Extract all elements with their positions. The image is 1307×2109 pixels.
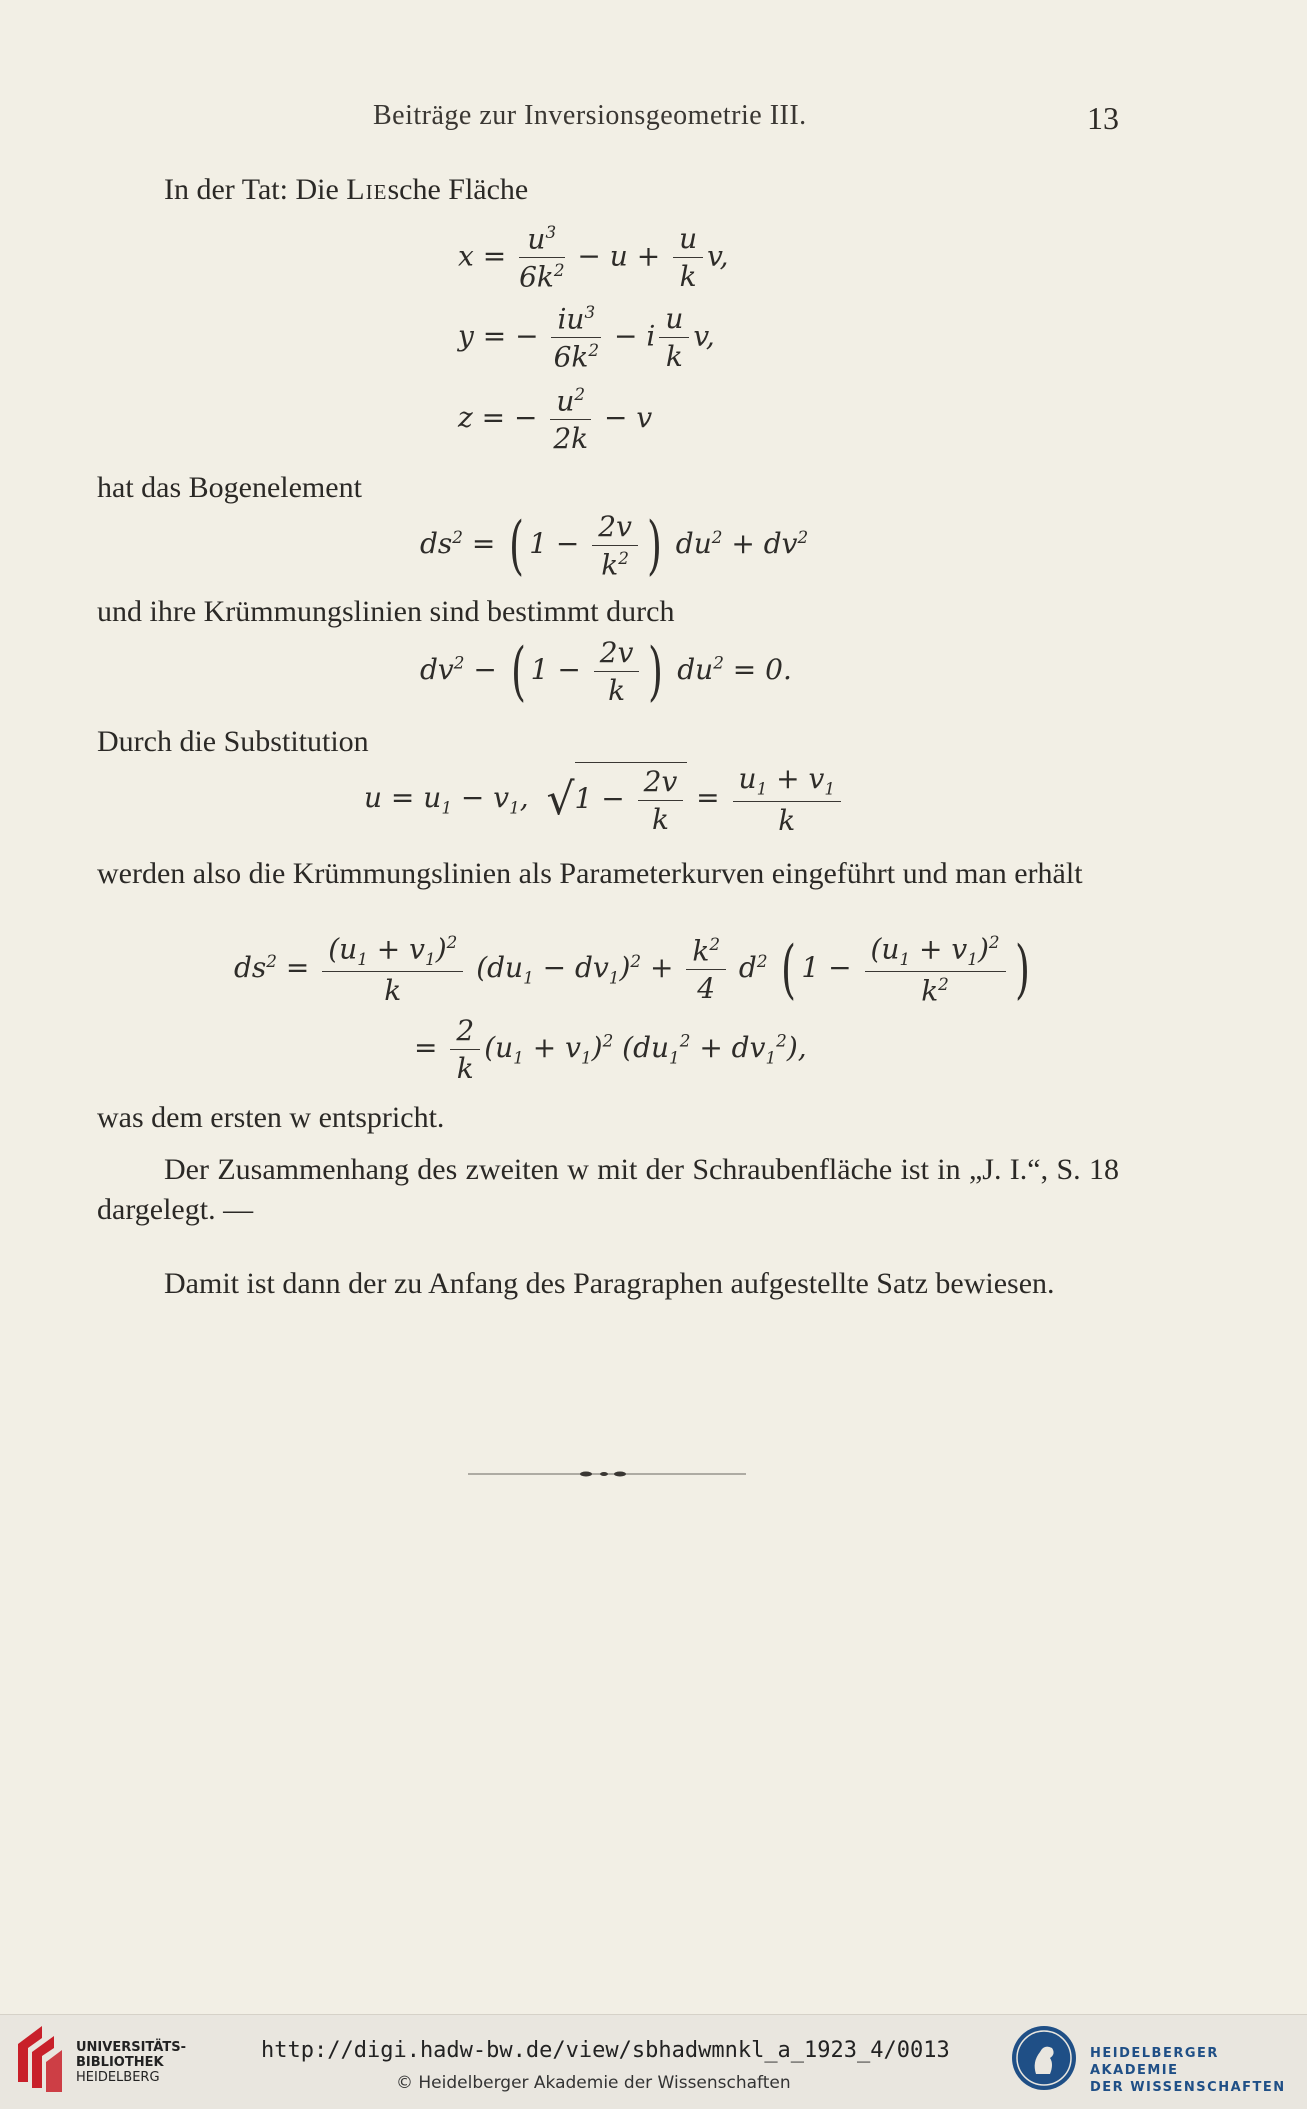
equation-x: x = $\frac{u^3}{6k^2}$ − u + $\frac{u}{k}$ v, xyxy=(458,222,729,294)
academy-seal-icon xyxy=(1010,2024,1078,2092)
page-number: 13 xyxy=(1087,100,1119,136)
paragraph-first-w: was dem ersten w entspricht. xyxy=(97,1101,445,1134)
paragraph-curvature-lines: und ihre Krümmungslinien sind bestimmt durch xyxy=(97,595,675,628)
equation-result-line1: $ds^2$ = $\frac{(u_1 + v_1)^2}{k}$ $(du_1 - dv_1)^2$ + $\frac{k^2}{4}$ $d^2$ ( 1 − $\frac{(u_1 + v_1)^2}{k^2}$ ) xyxy=(234,932,1030,1008)
academy-line-1: HEIDELBERGER AKADEMIE xyxy=(1090,2046,1219,2078)
intro-text-start: In der Tat: Die xyxy=(164,173,347,206)
equation-result-line2: = $\frac{2}{k}$ $(u_1 + v_1)^2$ $(du_1^2 + dv_1^2)$, xyxy=(414,1014,807,1085)
running-title: Beiträge zur Inversionsgeometrie III. xyxy=(373,100,807,131)
library-line-2: BIBLIOTHEK xyxy=(76,2055,164,2070)
source-url-link[interactable]: http://digi.hadw-bw.de/view/sbhadwmnkl_a_1923_4/0013 xyxy=(261,2038,950,2063)
equation-substitution: $u = u_1 - v_1$, √1 − $\frac{2v}{k}$ = $\frac{u_1 + v_1}{k}$ xyxy=(364,762,845,837)
paragraph-second-w: Der Zusammenhang des zweiten w mit der Schraubenfläche ist in „J. I.“, S. 18 dargelegt. — xyxy=(97,1153,1119,1226)
equation-y: y = − $\frac{iu^3}{6k^2}$ − i $\frac{u}{k}$ v, xyxy=(458,302,715,374)
academy-line-2: DER WISSENSCHAFTEN xyxy=(1090,2080,1286,2095)
paragraph-substitution: Durch die Substitution xyxy=(97,725,369,758)
equation-curvature-lines: $dv^2$ − ( 1 − $\frac{2v}{k}$ ) $du^2 = 0$. xyxy=(420,634,792,709)
paragraph-arc-element: hat das Bogenelement xyxy=(97,471,362,504)
library-name xyxy=(76,2040,186,2085)
university-library-logo-icon xyxy=(14,2022,66,2092)
intro-text-end: sche Fläche xyxy=(387,173,529,206)
equation-arc-element: $ds^2$ = ( 1 − $\frac{2v}{k^2}$ ) $du^2 + dv^2$ xyxy=(420,508,809,583)
paragraph-conclusion: Damit ist dann der zu Anfang des Paragraphen aufgestellte Satz bewiesen. xyxy=(164,1267,1055,1300)
paragraph-parameter-curves: werden also die Krümmungslinien als Parameterkurven eingeführt und man erhält xyxy=(97,857,1083,890)
copyright-notice: © Heidelberger Akademie der Wissenschaften xyxy=(396,2073,791,2093)
paragraph-intro xyxy=(97,170,1119,210)
equation-z: z = − $\frac{u^2}{2k}$ − v xyxy=(458,384,653,456)
library-line-1: UNIVERSITÄTS- xyxy=(76,2040,186,2055)
academy-name xyxy=(1090,2045,1307,2096)
author-name-lie: Lie xyxy=(346,173,388,206)
library-line-3: HEIDELBERG xyxy=(76,2070,160,2085)
ornament-divider xyxy=(468,1471,746,1477)
